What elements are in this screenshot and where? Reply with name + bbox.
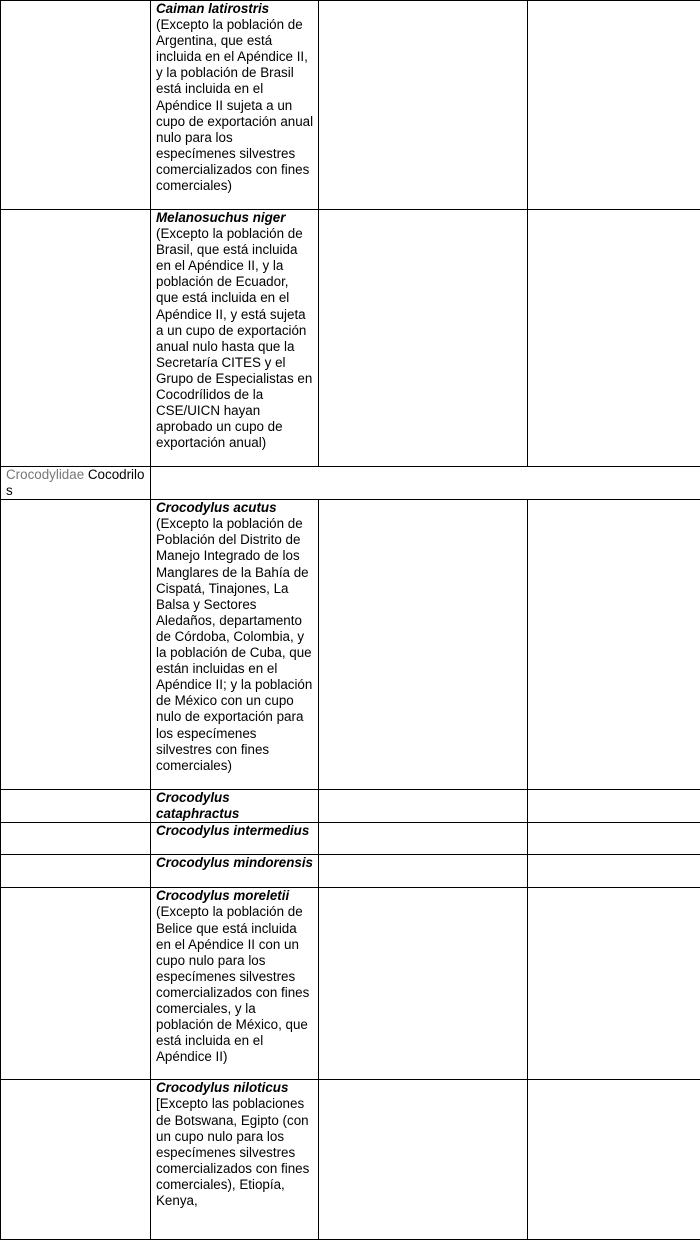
empty-cell bbox=[1, 1, 151, 210]
species-note: (Excepto la población de Argentina, que está incluida en el Apéndice II, y la población de Brasil está incluida en el Apéndice II sujeta a un cupo de exportación anual nulo para los especímenes silvestres comercializados con fines comerciales) bbox=[156, 17, 313, 193]
table-row bbox=[1, 210, 700, 467]
species-note: (Excepto la población de Belice que está incluida en el Apéndice II con un cupo nulo para los especímenes silvestres comercializados con fines comerciales, y la población de México, que está incluida en el Apéndice II) bbox=[156, 904, 309, 1064]
species-cell bbox=[151, 790, 319, 823]
empty-cell bbox=[528, 1080, 700, 1240]
empty-cell bbox=[1, 823, 151, 855]
empty-cell bbox=[1, 790, 151, 823]
empty-cell bbox=[528, 855, 700, 888]
species-name: Melanosuchus niger bbox=[156, 210, 285, 225]
species-cell bbox=[151, 210, 319, 467]
species-cell bbox=[151, 500, 319, 790]
empty-cell bbox=[319, 855, 528, 888]
table-row bbox=[1, 790, 700, 823]
species-name: Crocodylus moreletii bbox=[156, 888, 289, 903]
family-cell bbox=[1, 467, 151, 500]
species-name: Crocodylus mindorensis bbox=[156, 855, 313, 870]
species-cell bbox=[151, 823, 319, 855]
family-common-name: Cocodrilos bbox=[6, 467, 144, 498]
empty-cell bbox=[319, 790, 528, 823]
empty-cell bbox=[1, 500, 151, 790]
table-row bbox=[1, 888, 700, 1080]
empty-cell bbox=[528, 790, 700, 823]
species-name: Crocodylus intermedius bbox=[156, 823, 309, 838]
family-row bbox=[1, 467, 700, 500]
empty-cell bbox=[319, 1, 528, 210]
empty-cell bbox=[1, 210, 151, 467]
species-cell bbox=[151, 888, 319, 1080]
empty-cell bbox=[528, 1, 700, 210]
species-name: Crocodylus cataphractus bbox=[156, 790, 239, 821]
empty-cell bbox=[1, 1080, 151, 1240]
empty-cell bbox=[319, 888, 528, 1080]
empty-cell bbox=[319, 500, 528, 790]
species-note: (Excepto la población de Brasil, que está incluida en el Apéndice II, y la población de Ecuador, que está incluida en el Apéndice II, y está sujeta a un cupo de exportación anual nulo hasta que la Secretaría CITES y el Grupo de Especialistas en Cocodrílidos de la CSE/UICN hayan aprobado un cupo de exportación anual) bbox=[156, 226, 312, 450]
table-row bbox=[1, 1080, 700, 1240]
table-row bbox=[1, 855, 700, 888]
family-name: Crocodylidae bbox=[6, 467, 84, 482]
species-name: Crocodylus acutus bbox=[156, 500, 277, 515]
empty-cell bbox=[319, 1080, 528, 1240]
empty-cell bbox=[528, 823, 700, 855]
empty-cell bbox=[151, 467, 700, 500]
species-note: (Excepto la población de Población del Distrito de Manejo Integrado de los Manglares de la Bahía de Cispatá, Tinajones, La Balsa y Sectores Aledaños, departamento de Córdoba, Colombia, y la población de Cuba, que están incluidas en el Apéndice II; y la población de México con un cupo nulo de exportación para los especímenes silvestres con fines comerciales) bbox=[156, 516, 312, 772]
table-row bbox=[1, 1, 700, 210]
species-note: [Excepto las poblaciones de Botswana, Egipto (con un cupo nulo para los especímenes silvestres comercializados con fines comerciales), Etiopía, Kenya, bbox=[156, 1096, 309, 1208]
empty-cell bbox=[1, 855, 151, 888]
species-name: Caiman latirostris bbox=[156, 1, 269, 16]
empty-cell bbox=[528, 500, 700, 790]
empty-cell bbox=[1, 888, 151, 1080]
empty-cell bbox=[528, 888, 700, 1080]
species-name: Crocodylus niloticus bbox=[156, 1080, 288, 1095]
table-row bbox=[1, 823, 700, 855]
empty-cell bbox=[528, 210, 700, 467]
empty-cell bbox=[319, 210, 528, 467]
species-cell bbox=[151, 1, 319, 210]
species-cell bbox=[151, 1080, 319, 1240]
table-row bbox=[1, 500, 700, 790]
empty-cell bbox=[319, 823, 528, 855]
species-cell bbox=[151, 855, 319, 888]
